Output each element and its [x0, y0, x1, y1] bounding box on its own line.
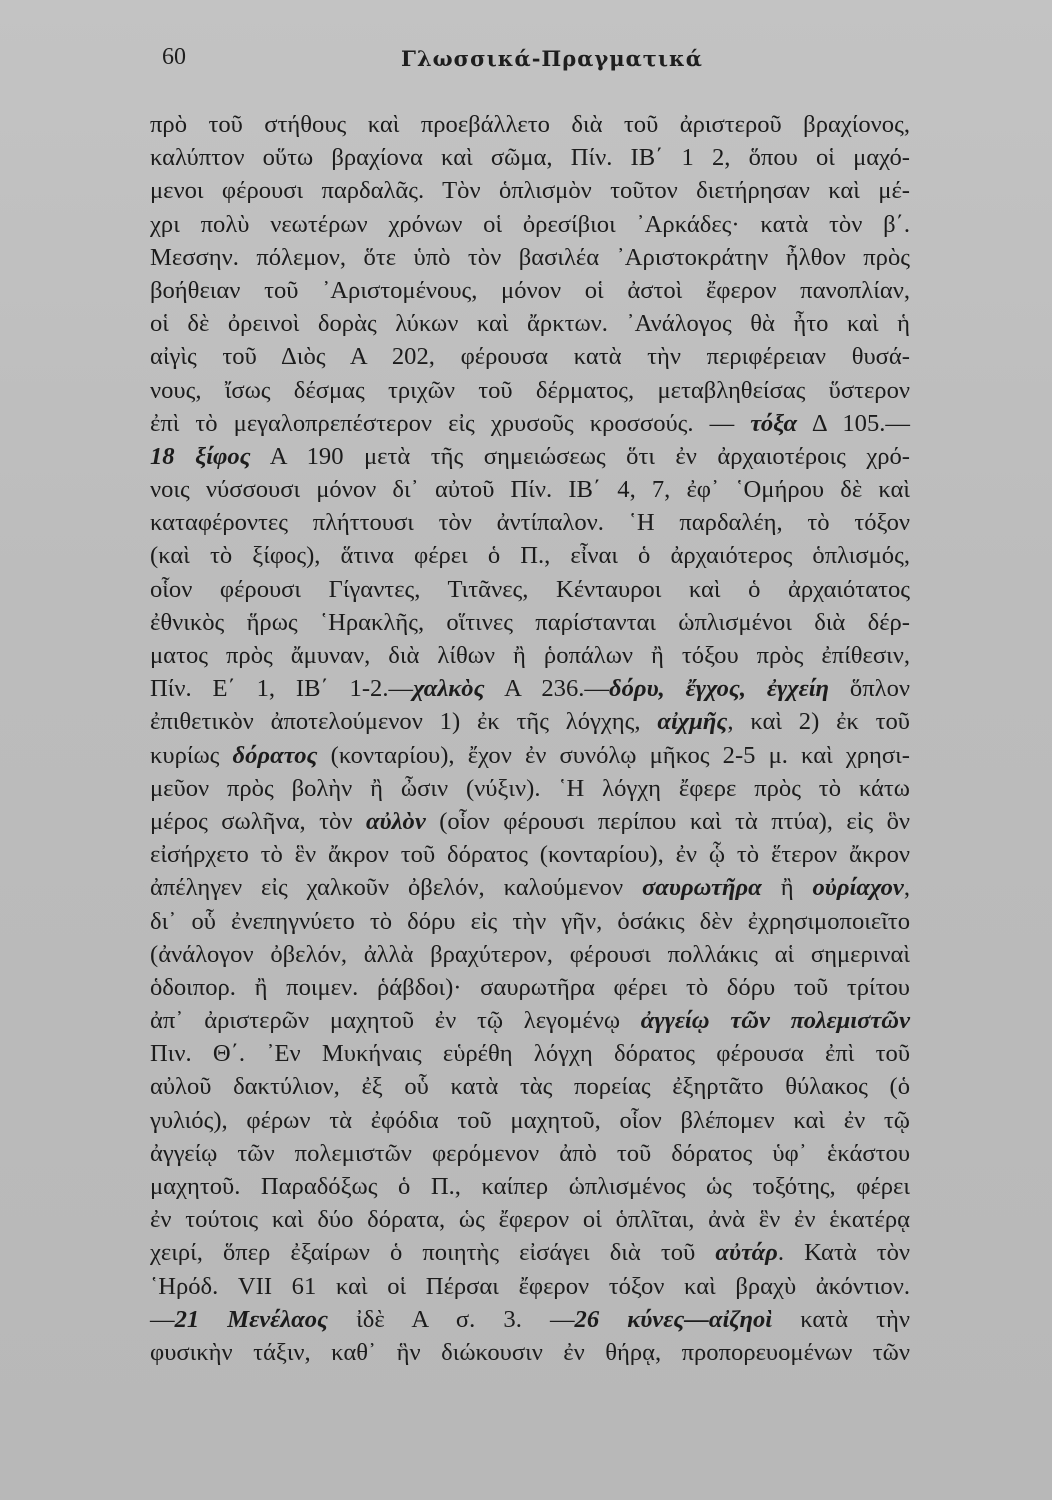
text-line — [150, 971, 910, 1004]
text-line — [150, 141, 910, 174]
text-run: (κονταρίου), ἔχον ἐν συνόλῳ μῆκος 2-5 μ. καὶ χρησι- — [317, 741, 910, 769]
text-line — [150, 905, 910, 938]
text-run: βοήθειαν τοῦ ᾿Αριστομένους, μόνον οἱ ἀστοὶ ἔφερον πανοπλίαν, — [150, 276, 910, 304]
text-run: οἱ δὲ ὀρεινοὶ δορὰς λύκων καὶ ἄρκτων. ᾿Ανάλογος θὰ ἦτο καὶ ἡ — [150, 310, 910, 338]
text-run: νους, ἴσως δέσμας τριχῶν τοῦ δέρματος, μεταβληθείσας ὕστερον — [150, 376, 910, 404]
text-line — [150, 174, 910, 207]
text-line — [150, 473, 910, 506]
emphasized-term: ἀγγείῳ τῶν πολεμιστῶν — [640, 1007, 910, 1035]
text-line — [150, 1004, 910, 1037]
emphasized-term: χαλκὸς — [413, 675, 485, 703]
text-run: νοις νύσσουσι μόνον δι᾿ αὐτοῦ Πίν. ΙΒ΄ 4, 7, ἐφ᾿ ῾Ομήρου δὲ καὶ — [150, 476, 910, 504]
text-line — [150, 1236, 910, 1269]
text-line — [150, 1303, 910, 1336]
text-run: ἀπ᾿ ἀριστερῶν μαχητοῦ ἐν τῷ λεγομένῳ — [150, 1007, 641, 1035]
text-run: φυσικὴν τάξιν, καθ᾿ ἣν διώκουσιν ἐν θήρᾳ, προπορευομένων τῶν — [150, 1338, 910, 1366]
text-run: καλύπτον οὕτω βραχίονα καὶ σῶμα, Πίν. ΙΒ΄ 1 2, ὅπου οἱ μαχό- — [150, 144, 910, 172]
text-run: — — [150, 1305, 175, 1333]
text-run: ῾Ηρόδ. VII 61 καὶ οἱ Πέρσαι ἔφερον τόξον καὶ βραχὺ ἀκόντιον. — [150, 1272, 910, 1300]
text-run: Α 190 μετὰ τῆς σημειώσεως ὅτι ἐν ἀρχαιοτέροις χρό- — [250, 442, 910, 470]
emphasized-term: 21 Μενέλαος — [174, 1305, 329, 1333]
text-line — [150, 1104, 910, 1137]
text-run: ἐθνικὸς ἥρως ῾Ηρακλῆς, οἵτινες παρίστανται ὡπλισμένοι διὰ δέρ- — [150, 608, 910, 636]
text-run: καταφέροντες πλήττουσι τὸν ἀντίπαλον. ῾Η παρδαλέη, τὸ τόξον — [150, 509, 910, 537]
emphasized-term: τόξα — [750, 409, 798, 437]
running-title: Γλωσσικά-Πραγματικά — [401, 46, 703, 71]
text-line — [150, 506, 910, 539]
text-line — [150, 938, 910, 971]
page-header — [162, 44, 912, 78]
text-line — [150, 573, 910, 606]
text-line — [150, 606, 910, 639]
text-run: Πίν. Ε΄ 1, ΙΒ΄ 1-2.— — [150, 675, 414, 703]
text-line — [150, 1270, 910, 1303]
text-run: ἐν τούτοις καὶ δύο δόρατα, ὡς ἔφερον οἱ ὁπλῖται, ἀνὰ ἓν ἐν ἑκατέρᾳ — [150, 1206, 910, 1234]
text-line — [150, 274, 910, 307]
text-run: (καὶ τὸ ξίφος), ἅτινα φέρει ὁ Π., εἶναι ὁ ἀρχαιότερος ὁπλισμός, — [150, 542, 910, 570]
text-run: Πιν. Θ΄. ᾿Εν Μυκήναις εὑρέθη λόγχη δόρατος φέρουσα ἐπὶ τοῦ — [150, 1040, 910, 1068]
text-run: ματος πρὸς ἄμυναν, διὰ λίθων ἢ ῥοπάλων ἢ τόξου πρὸς ἐπίθεσιν, — [150, 642, 910, 669]
text-run: Δ 105.— — [797, 409, 910, 437]
text-line — [150, 108, 910, 141]
text-line — [150, 871, 910, 904]
text-run: ὅπλον — [829, 675, 910, 703]
text-run: ἀγγείῳ τῶν πολεμιστῶν φερόμενον ἀπὸ τοῦ δόρατος ὑφ᾿ ἑκάστου — [150, 1139, 910, 1167]
text-line — [150, 1137, 910, 1170]
text-run: δι᾿ οὗ ἐνεπηγνύετο τὸ δόρυ εἰς τὴν γῆν, ὁσάκις δὲν ἐχρησιμοποιεῖτο — [150, 907, 910, 935]
text-line — [150, 672, 910, 705]
emphasized-term: σαυρωτῆρα — [642, 874, 762, 902]
emphasized-term: 18 ξίφος — [150, 442, 251, 470]
text-run: ἐπιθετικὸν ἀποτελούμενον 1) ἐκ τῆς λόγχης, — [150, 708, 658, 736]
emphasized-term: δόρατος — [232, 741, 318, 769]
text-run: οἷον φέρουσι Γίγαντες, Τιτᾶνες, Κένταυροι καὶ ὁ ἀρχαιότατος — [150, 575, 910, 603]
text-line — [150, 705, 910, 738]
commentary-text — [150, 108, 910, 1369]
text-run: Α 236.— — [484, 675, 609, 703]
text-run: κατὰ τὴν — [772, 1305, 910, 1333]
text-line — [150, 1037, 910, 1070]
emphasized-term: αὐτάρ — [715, 1239, 778, 1267]
text-line — [150, 440, 910, 473]
emphasized-term: δόρυ, ἔγχος, ἐγχείη — [609, 675, 830, 703]
text-line — [150, 1336, 910, 1369]
text-run: γυλιός), φέρων τὰ ἐφόδια τοῦ μαχητοῦ, οἷον βλέπομεν καὶ ἐν τῷ — [150, 1106, 910, 1134]
text-run: ἰδὲ Α σ. 3. — — [328, 1305, 575, 1333]
text-run: κυρίως — [150, 741, 233, 769]
page-number: 60 — [162, 44, 186, 70]
text-run: Μεσσην. πόλεμον, ὅτε ὑπὸ τὸν βασιλέα ᾿Αριστοκράτην ἦλθον πρὸς — [150, 243, 910, 271]
text-run: μαχητοῦ. Παραδόξως ὁ Π., καίπερ ὡπλισμένος ὡς τοξότης, φέρει — [150, 1173, 910, 1200]
text-run: μέρος σωλῆνα, τὸν — [150, 807, 366, 835]
text-run: χρι πολὺ νεωτέρων χρόνων οἱ ὀρεσίβιοι ᾿Αρκάδες· κατὰ τὸν β΄. — [150, 210, 910, 238]
text-run: ἀπέληγεν εἰς χαλκοῦν ὀβελόν, καλούμενον — [150, 874, 643, 902]
text-run: ἢ — [761, 874, 813, 902]
emphasized-term: οὐρίαχον — [812, 874, 904, 902]
emphasized-term: 26 κύνες—αἰζηοὶ — [574, 1305, 773, 1333]
text-run: (ἀνάλογον ὀβελόν, ἀλλὰ βραχύτερον, φέρουσι πολλάκις αἱ σημεριναὶ — [150, 940, 910, 968]
text-run: πρὸ τοῦ στήθους καὶ προεβάλλετο διὰ τοῦ ἀριστεροῦ βραχίονος, — [150, 111, 910, 138]
text-line — [150, 772, 910, 805]
text-line — [150, 1203, 910, 1236]
text-run: εἰσήρχετο τὸ ἓν ἄκρον τοῦ δόρατος (κονταρίου), ἐν ᾧ τὸ ἕτερον ἄκρον — [150, 841, 910, 869]
emphasized-term: αἰχμῆς — [657, 708, 728, 736]
text-line — [150, 241, 910, 274]
text-run: . Κατὰ τὸν — [777, 1239, 911, 1267]
text-line — [150, 539, 910, 572]
text-run: μενοι φέρουσι παρδαλᾶς. Τὸν ὁπλισμὸν τοῦτον διετήρησαν καὶ μέ- — [150, 177, 910, 205]
text-run: , καὶ 2) ἐκ τοῦ — [727, 708, 910, 736]
text-line — [150, 374, 910, 407]
text-line — [150, 208, 910, 241]
text-line — [150, 307, 910, 340]
text-line — [150, 1070, 910, 1103]
text-line — [150, 739, 910, 772]
text-line — [150, 1170, 910, 1203]
text-run: , — [903, 874, 910, 902]
text-line — [150, 340, 910, 373]
text-line — [150, 805, 910, 838]
text-run: αἰγὶς τοῦ Διὸς Α 202, φέρουσα κατὰ τὴν περιφέρειαν θυσά- — [150, 343, 910, 371]
text-run: ἐπὶ τὸ μεγαλοπρεπέστερον εἰς χρυσοῦς κροσσούς. — — [150, 409, 751, 437]
text-run: χειρί, ὅπερ ἐξαίρων ὁ ποιητὴς εἰσάγει διὰ τοῦ — [150, 1239, 716, 1267]
text-line — [150, 838, 910, 871]
text-run: ὁδοιπορ. ἢ ποιμεν. ῥάβδοι)· σαυρωτῆρα φέρει τὸ δόρυ τοῦ τρίτου — [150, 973, 910, 1001]
text-line — [150, 639, 910, 672]
text-run: (οἷον φέρουσι περίπου καὶ τὰ πτύα), εἰς ὃν — [425, 807, 911, 835]
emphasized-term: αὐλὸν — [365, 807, 426, 835]
text-run: μεῦον πρὸς βολὴν ἢ ὦσιν (νύξιν). ῾Η λόγχη ἔφερε πρὸς τὸ κάτω — [150, 774, 910, 802]
text-run: αὐλοῦ δακτύλιον, ἐξ οὗ κατὰ τὰς πορείας ἐξηρτᾶτο θύλακος (ὁ — [150, 1073, 910, 1101]
text-line — [150, 407, 910, 440]
